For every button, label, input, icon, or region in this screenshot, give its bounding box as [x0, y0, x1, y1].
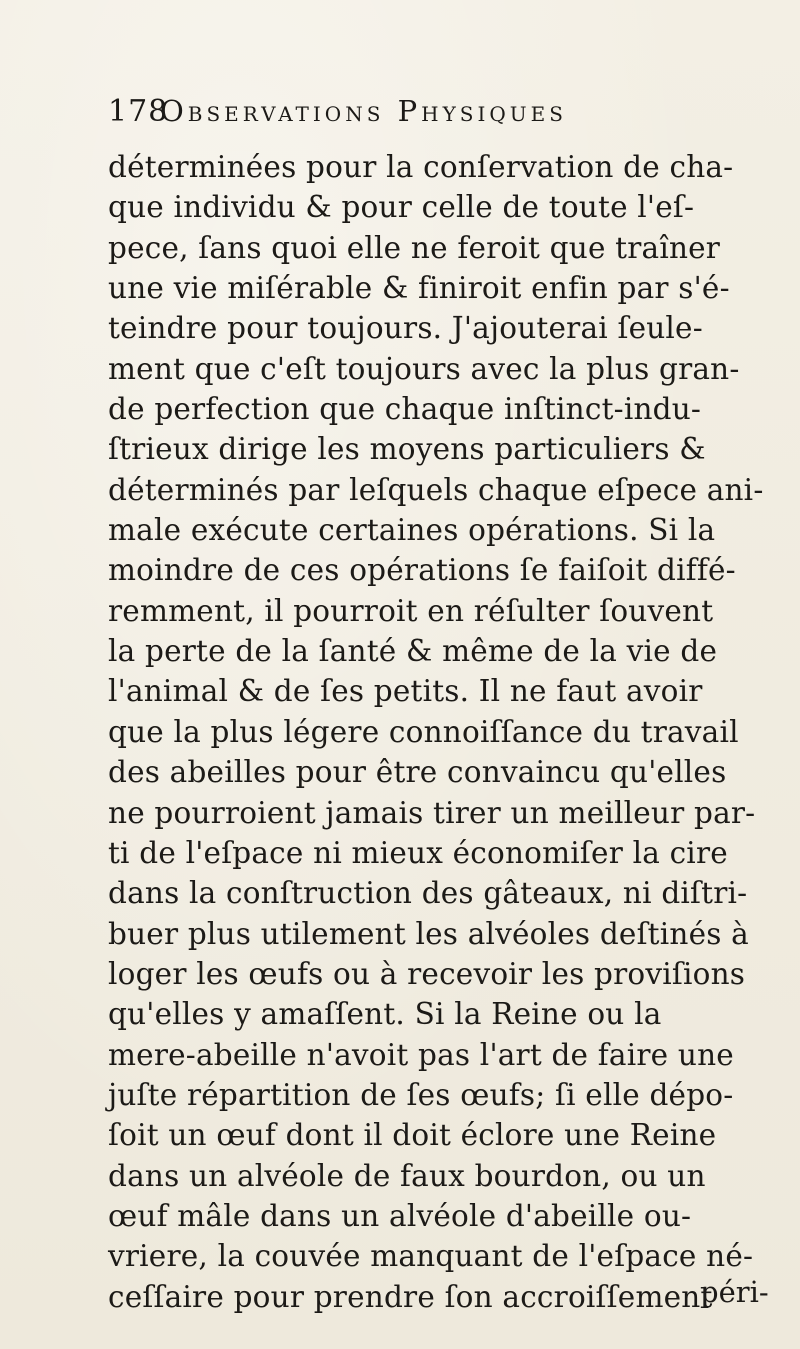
- text-line: ceſſaire pour prendre ſon accroiſſement: [108, 1279, 713, 1314]
- text-line: buer plus utilement les alvéoles deſtinés à: [108, 916, 749, 951]
- page-number: 178: [108, 94, 169, 129]
- text-line: dans la conſtruction des gâteaux, ni diſtri-: [108, 876, 748, 911]
- text-line: ne pourroient jamais tirer un meilleur par-: [108, 795, 756, 830]
- text-line: ment que c'eſt toujours avec la plus gran-: [108, 351, 740, 386]
- text-line: œuf mâle dans un alvéole d'abeille ou-: [108, 1198, 692, 1233]
- text-line: la perte de la ſanté & même de la vie de: [108, 634, 718, 669]
- text-line: male exécute certaines opérations. Si la: [108, 513, 716, 548]
- text-line: que la plus légere connoiſſance du travail: [108, 714, 739, 749]
- body-text: [108, 147, 788, 1317]
- text-line: loger les œufs ou à recevoir les proviſions: [108, 956, 746, 991]
- text-line: des abeilles pour être convaincu qu'elles: [108, 755, 727, 790]
- text-line: pece, ſans quoi elle ne feroit que traîner: [108, 230, 721, 265]
- text-line: mere-abeille n'avoit pas l'art de faire une: [108, 1037, 734, 1072]
- text-line: que individu & pour celle de toute l'eſ-: [108, 190, 695, 225]
- text-line: une vie miſérable & finiroit enfin par s'é-: [108, 271, 730, 306]
- text-line: déterminées pour la conſervation de cha-: [108, 150, 734, 184]
- text-line: ſoit un œuf dont il doit éclore une Reine: [108, 1118, 717, 1153]
- text-line: vriere, la couvée manquant de l'eſpace né-: [108, 1239, 754, 1274]
- catchword: péri-: [700, 1275, 769, 1309]
- text-line: qu'elles y amaſſent. Si la Reine ou la: [108, 997, 662, 1032]
- text-line: moindre de ces opérations ſe faiſoit diffé-: [108, 553, 736, 588]
- text-line: ſtrieux dirige les moyens particuliers &: [108, 432, 706, 467]
- text-line: juſte répartition de ſes œufs; ſi elle dépo-: [108, 1077, 734, 1112]
- running-head-title: Observations Physiques: [160, 94, 567, 128]
- text-line: remment, il pourroit en réſulter ſouvent: [108, 593, 714, 628]
- text-line: déterminés par leſquels chaque eſpece ani-: [108, 472, 764, 507]
- text-line: ti de l'eſpace ni mieux économiſer la cire: [108, 835, 728, 870]
- text-line: l'animal & de ſes petits. Il ne faut avoir: [108, 674, 703, 709]
- running-head: [108, 86, 668, 132]
- text-line: dans un alvéole de faux bourdon, ou un: [108, 1158, 706, 1193]
- text-line: teindre pour toujours. J'ajouterai ſeule-: [108, 311, 703, 346]
- text-line: de perfection que chaque inſtinct-indu-: [108, 392, 702, 427]
